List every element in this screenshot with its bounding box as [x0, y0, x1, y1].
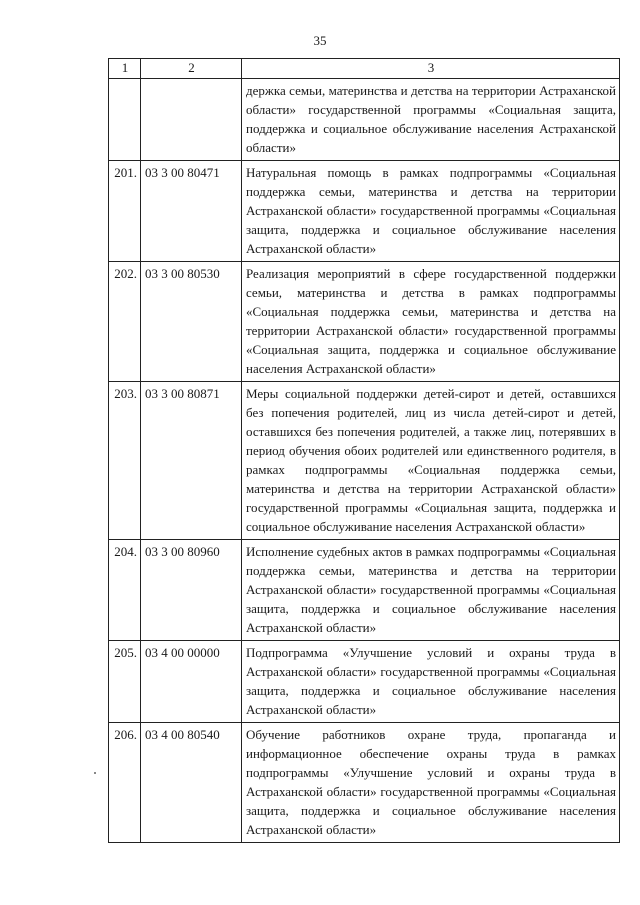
page-number: 35	[313, 33, 327, 48]
column-header-2: 2	[141, 59, 242, 79]
row-code: 03 3 00 80530	[141, 262, 242, 382]
row-description: держка семьи, материнства и детства на территории Астраханской области» государственной программы «Социальная защита, поддержка и социальное обслуживание населения Астраханской области»	[242, 79, 620, 161]
row-description: Обучение работников охране труда, пропаганда и информационное обеспечение охраны труда в рамках подпрограммы «Улучшение условий и охраны труда в Астраханской области» государственной программы «Социальная защита, поддержка и социальное обслуживание населения Астраханской области»	[242, 723, 620, 843]
table-row	[109, 382, 620, 540]
row-number: 203.	[109, 382, 141, 540]
row-number: 206.	[109, 723, 141, 843]
column-header-1: 1	[109, 59, 141, 79]
table-header-row	[109, 59, 620, 79]
row-description: Исполнение судебных актов в рамках подпрограммы «Социальная поддержка семьи, материнства и детства на территории Астраханской области» государственной программы «Социальная защита, поддержка и социальное обслуживание населения Астраханской области»	[242, 540, 620, 641]
row-number: 202.	[109, 262, 141, 382]
table-row	[109, 723, 620, 843]
row-number: 201.	[109, 161, 141, 262]
column-header-3: 3	[242, 59, 620, 79]
budget-classification-table	[108, 58, 620, 843]
row-number	[109, 79, 141, 161]
row-number: 204.	[109, 540, 141, 641]
scan-speck	[94, 772, 96, 774]
row-code: 03 3 00 80471	[141, 161, 242, 262]
row-code: 03 4 00 00000	[141, 641, 242, 723]
row-number: 205.	[109, 641, 141, 723]
row-description: Натуральная помощь в рамках подпрограммы «Социальная поддержка семьи, материнства и детства на территории Астраханской области» государственной программы «Социальная защита, поддержка и социальное обслуживание населения Астраханской области»	[242, 161, 620, 262]
row-code: 03 3 00 80871	[141, 382, 242, 540]
row-description: Реализация мероприятий в сфере государственной поддержки семьи, материнства и детства в рамках подпрограммы «Социальная поддержка семьи, материнства и детства на территории Астраханской области» государственной программы «Социальная защита, поддержка и социальное обслуживание населения Астраханской области»	[242, 262, 620, 382]
table-row	[109, 79, 620, 161]
table-row	[109, 262, 620, 382]
row-description: Подпрограмма «Улучшение условий и охраны труда в Астраханской области» государственной программы «Социальная защита, поддержка и социальное обслуживание населения Астраханской области»	[242, 641, 620, 723]
row-code: 03 3 00 80960	[141, 540, 242, 641]
table-row	[109, 641, 620, 723]
table-row	[109, 161, 620, 262]
row-code: 03 4 00 80540	[141, 723, 242, 843]
row-description: Меры социальной поддержки детей-сирот и детей, оставшихся без попечения родителей, лиц из числа детей-сирот и детей, оставшихся без попечения родителей, а также лиц, потерявших в период обучения обоих родителей или единственного родителя, в рамках подпрограммы «Социальная поддержка семьи, материнства и детства на территории Астраханской области» государственной программы «Социальная защита, поддержка и социальное обслуживание населения Астраханской области»	[242, 382, 620, 540]
table-row	[109, 540, 620, 641]
row-code	[141, 79, 242, 161]
